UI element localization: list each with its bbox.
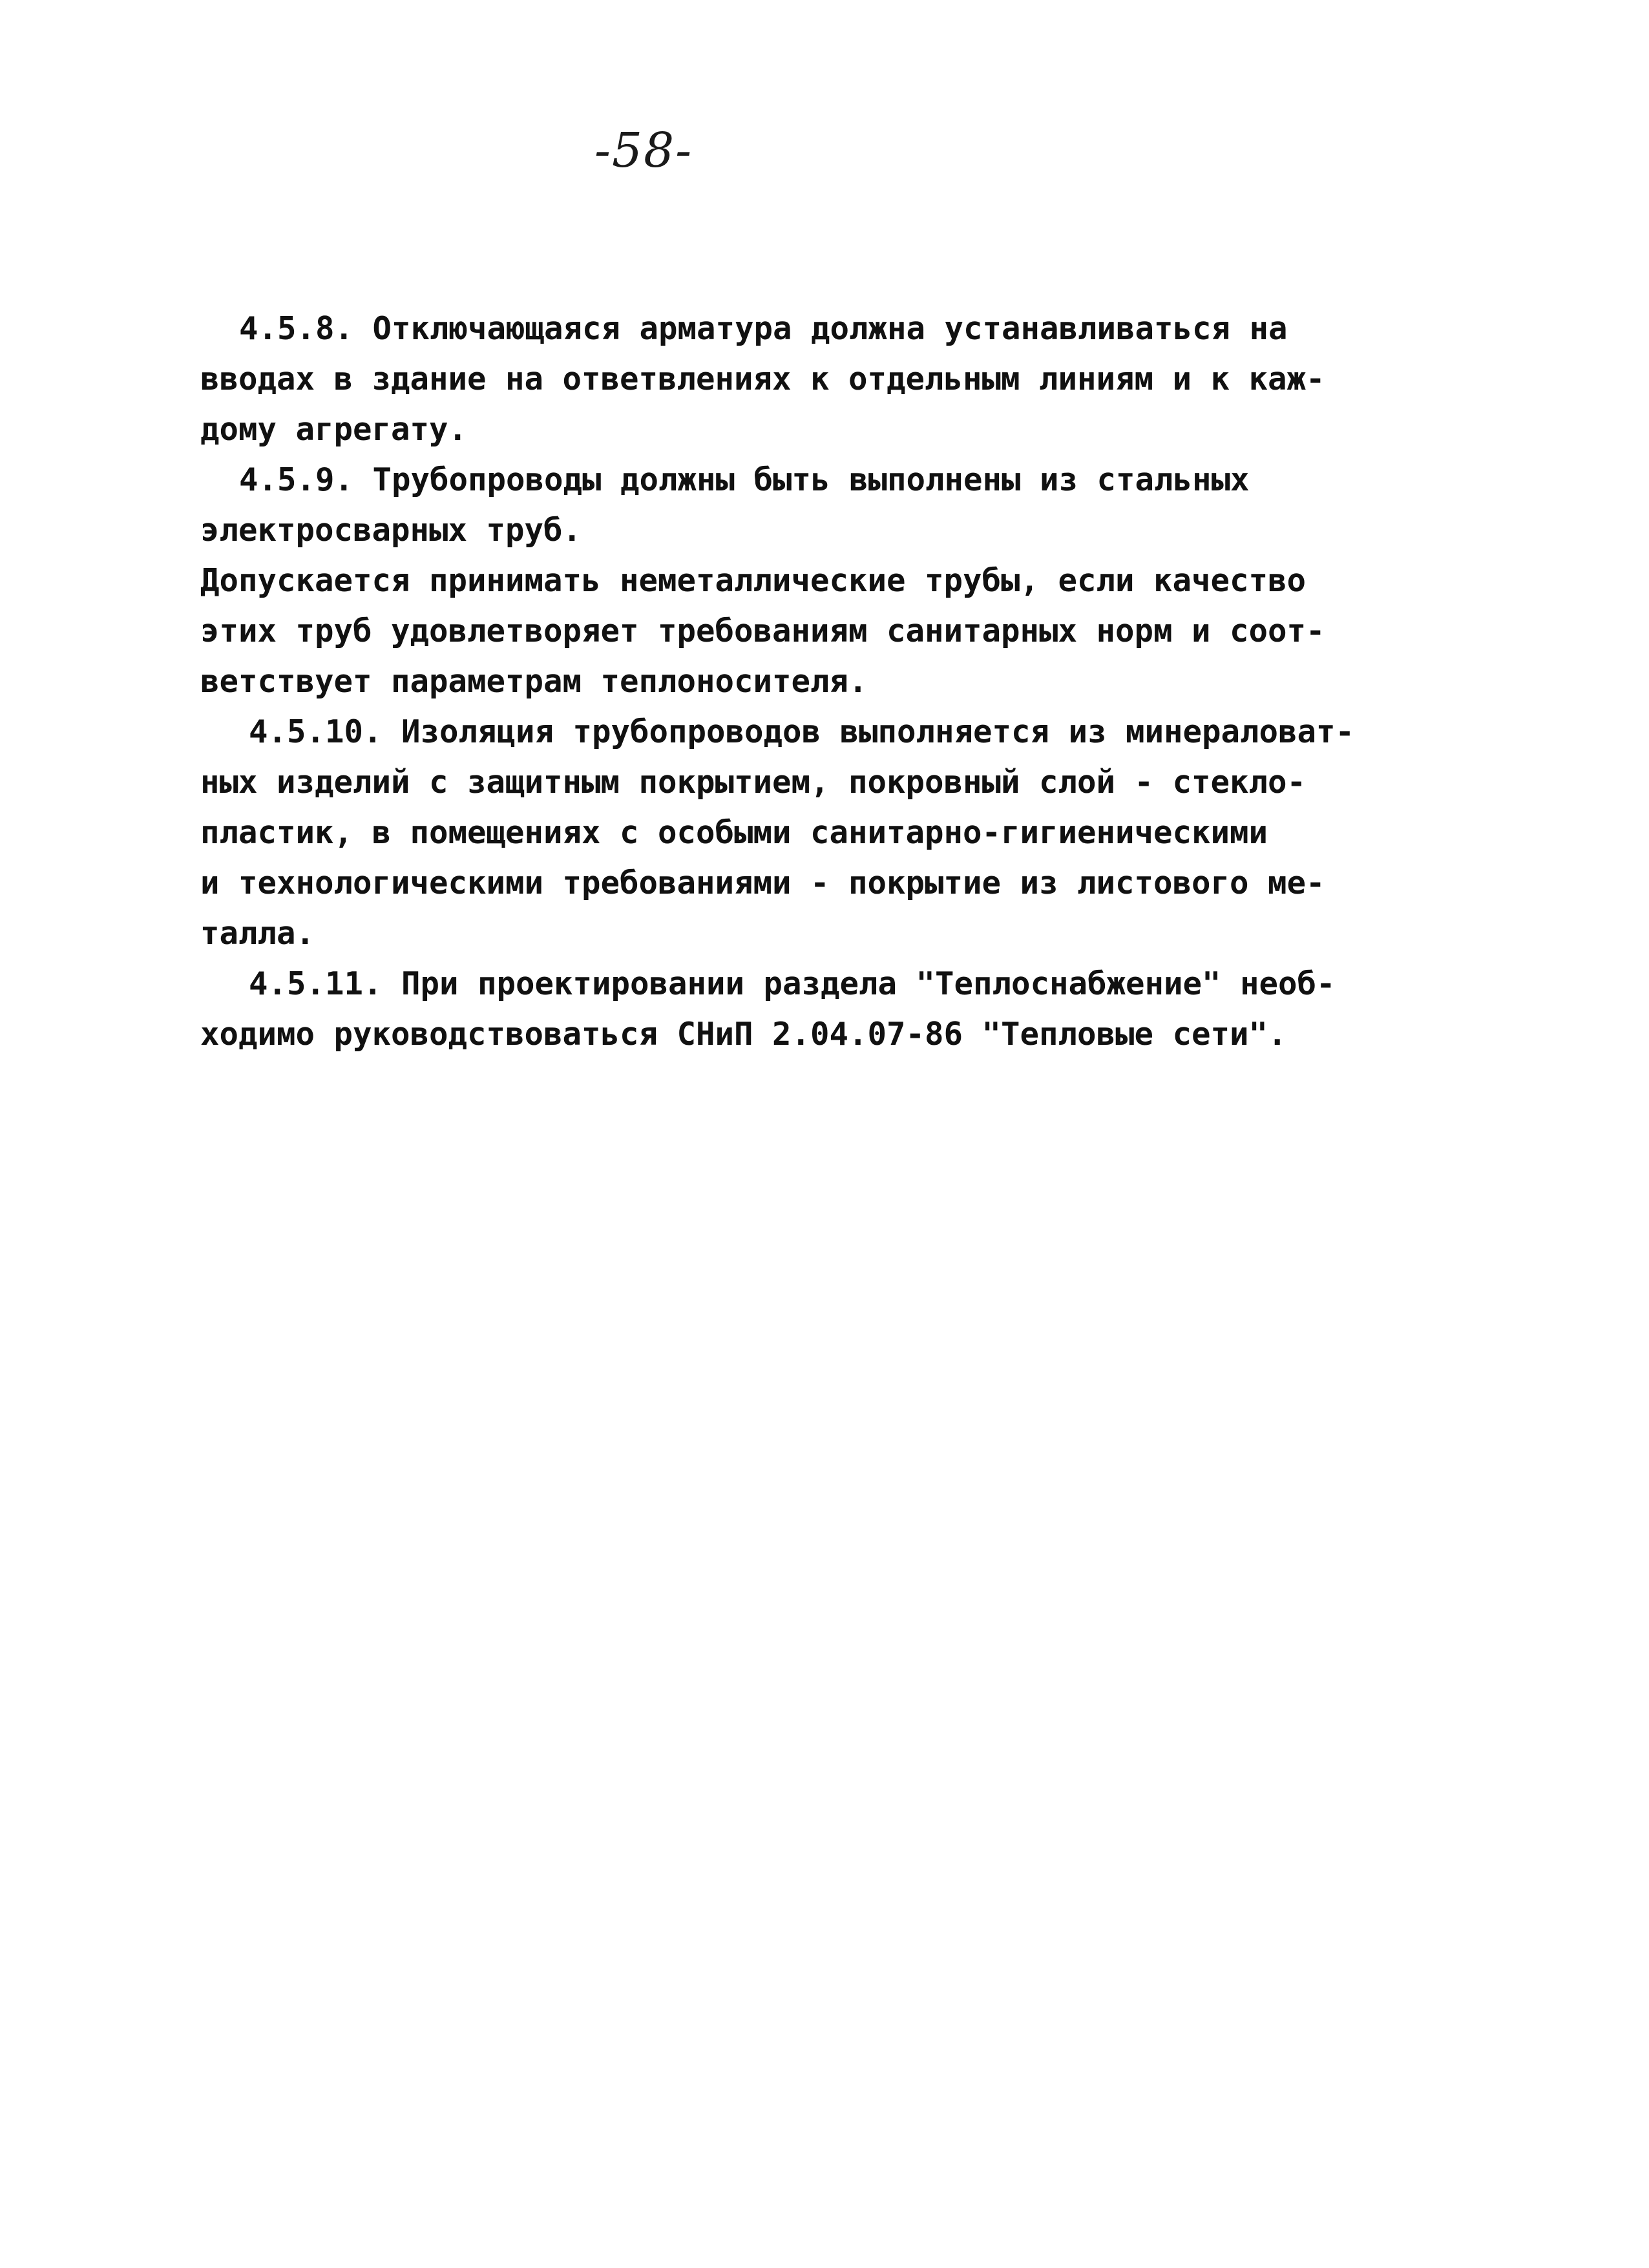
- clause-4-5-10-line-1: 4.5.10. Изоляция трубопроводов выполняется из минераловат-: [249, 713, 1355, 750]
- clause-4-5-10-line-3: пластик, в помещениях с особыми санитарно-гигиеническими: [200, 814, 1268, 851]
- clause-4-5-9-line-1: 4.5.9. Трубопроводы должны быть выполнены из стальных: [239, 461, 1250, 498]
- clause-4-5-9-line-2: электросварных труб.: [200, 512, 582, 549]
- clause-4-5-10-line-4: и технологическими требованиями - покрытие из листового ме-: [200, 865, 1325, 901]
- page-number: -58-: [594, 123, 693, 178]
- clause-4-5-9-line-4: этих труб удовлетворяет требованиям санитарных норм и соот-: [200, 613, 1325, 649]
- clause-4-5-10-line-5: талла.: [200, 915, 315, 952]
- clause-4-5-9-line-5: ветствует параметрам теплоносителя.: [200, 663, 868, 700]
- clause-4-5-9-line-3: Допускается принимать неметаллические трубы, если качество: [200, 562, 1307, 599]
- clause-4-5-8-line-1: 4.5.8. Отключающаяся арматура должна устанавливаться на: [239, 310, 1288, 347]
- clause-4-5-11-line-2: ходимо руководствоваться СНиП 2.04.07-86 "Тепловые сети".: [200, 1016, 1287, 1053]
- clause-4-5-8-line-2: вводах в здание на ответвлениях к отдельным линиям и к каж-: [200, 361, 1325, 397]
- clause-4-5-11-line-1: 4.5.11. При проектировании раздела "Теплоснабжение" необ-: [249, 965, 1336, 1002]
- clause-4-5-8-line-3: дому агрегату.: [200, 411, 468, 448]
- clause-4-5-10-line-2: ных изделий с защитным покрытием, покровный слой - стекло-: [200, 764, 1307, 801]
- document-body: [200, 304, 1447, 1060]
